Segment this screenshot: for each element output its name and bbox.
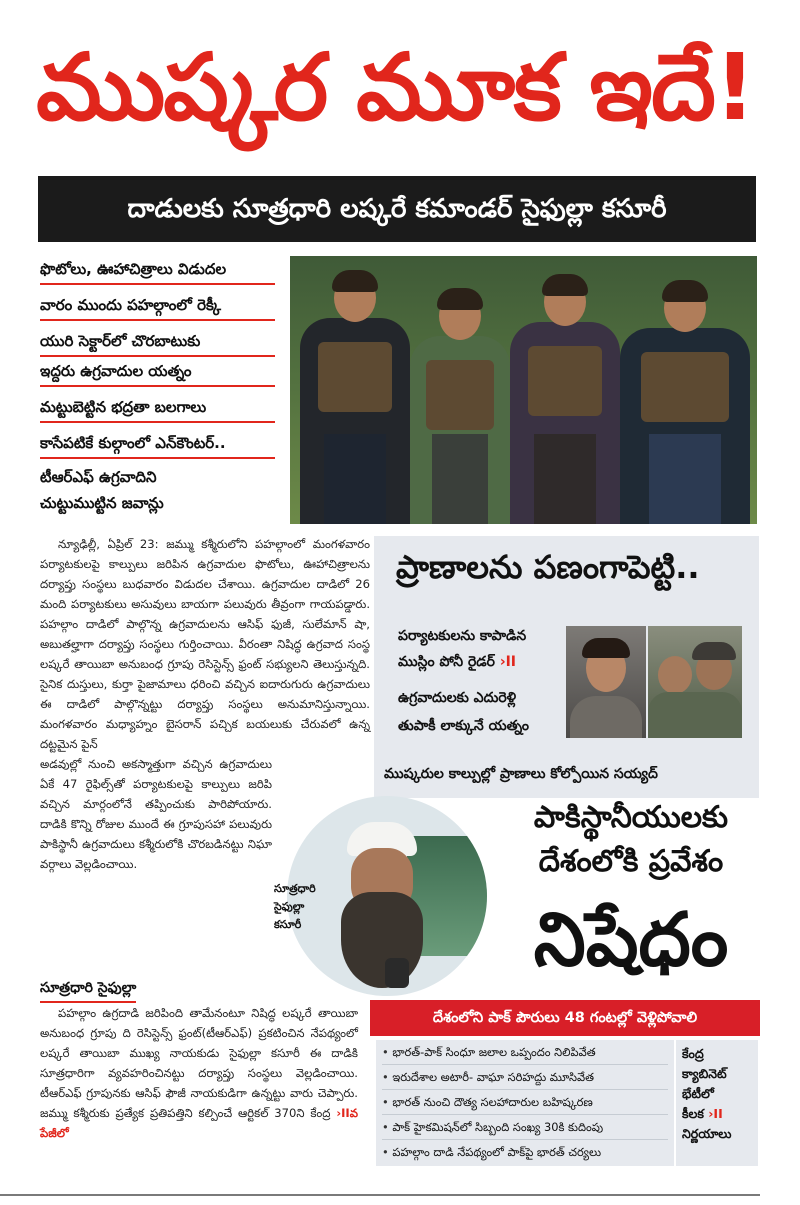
decision-item-5: • పహల్గాం దాడి నేపథ్యంలో పాక్‌పై భారత్ చర్యలు [382, 1140, 668, 1164]
syed-photo [566, 626, 646, 738]
cabinet-decisions-label [676, 1040, 758, 1166]
highlight-1: ఫొటోలు, ఊహాచిత్రాలు విడుదల [40, 260, 275, 285]
highlight-3: యురి సెక్టార్‌లో చొరబాటుకు [40, 332, 275, 357]
box-line-2: ముస్లిం పోనీ రైడర్ [398, 654, 495, 670]
cabinet-line-5: నిర్ణయాలు [682, 1126, 732, 1141]
story-part-2 [40, 1003, 358, 1143]
photo-figure-3 [510, 278, 620, 524]
decision-item-2: • ఇరుదేశాల అటారీ- వాఘా సరిహద్దు మూసివేత [382, 1065, 668, 1090]
cabinet-line-4: కీలక [682, 1106, 704, 1121]
portrait-caption [274, 880, 334, 934]
deadline-red-bar: దేశంలోని పాక్ పౌరులు 48 గంటల్లో వెళ్లిపోవాలి [370, 1000, 760, 1036]
page-bottom-rule [0, 1194, 760, 1196]
box-line-2-wrap [398, 654, 516, 673]
highlight-6: కాసేపటికే కుల్గాంలో ఎన్‌కౌంటర్.. [40, 434, 275, 459]
box-line-4: తుపాకీ లాక్కునే యత్నం [398, 718, 529, 734]
caption-line-1: సూత్రధారి [274, 882, 316, 895]
cabinet-line-3: భేటీలో [682, 1086, 714, 1101]
nation-line-1: పాకిస్థానీయులకు [533, 800, 729, 835]
highlight-7: టీఆర్‌ఎఫ్ ఉగ్రవాదిని [40, 468, 157, 486]
box-title: ప్రాణాలను పణంగాపెట్టి.. [396, 548, 700, 586]
mourners-photo [648, 626, 742, 738]
cabinet-arrow-link[interactable]: ›II [708, 1106, 723, 1121]
story-paragraph-2: పహల్గాం ఉగ్రదాడి జరిపింది తామేనంటూ నిషిద్ధ లష్కరే తాయిబా అనుబంధ గ్రూపు ది రెసిస్టెన్స్ ఫ్రంట్(టీఆర్‌ఎఫ్) ప్రకటించిన నేపథ్యంలో లష్కరే తాయిబా ముఖ్య నాయకుడు సైఫుల్లా కసూరీ ఈ దాడికి సూత్రధారిగా వ్యవహరించినట్టు దర్యాప్తు సంస్థలు వెల్లడించాయి. టీఆర్‌ఎఫ్ గ్రూపునకు ఆసిఫ్ ఫౌజీ నాయకుడిగా ఉన్నట్టు వారు చెప్పారు. జమ్ము కశ్మీరుకు ప్రత్యేక ప్రతిపత్తిని కల్పించే ఆర్టికల్ 370ని కేంద్ర [40, 1006, 358, 1120]
highlight-5: మట్టుబెట్టిన భద్రతా బలగాలు [40, 398, 275, 423]
highlight-2: వారం ముందు పహల్గాంలో రెక్కీ [40, 296, 275, 321]
ban-headline: నిషేధం [533, 897, 729, 983]
decision-item-4: • పాక్ హైకమిషన్‌లో సిబ్బంది సంఖ్య 30కి కుదింపు [382, 1115, 668, 1140]
caption-line-3: కసూరీ [274, 918, 302, 931]
cabinet-line-1: కేంద్ర [682, 1046, 704, 1061]
decisions-list [376, 1040, 674, 1166]
story-paragraph-1-narrow: అడవుల్లో నుంచి అకస్మాత్తుగా వచ్చిన ఉగ్రవాదులు ఏకే 47 రైఫిల్స్‌తో పర్యాటకులపై కాల్పులు జరిపి వచ్చిన మార్గంలోనే తప్పించుకు పారిపోయారు. దాడికి కొన్ని రోజుల ముందే ఈ గ్రూపుసహా పలువురు పాకిస్థానీ ఉగ్రవాదులు కశ్మీరులోకి చొరబడినట్టు నిఘా వర్గాలు వెల్లడించాయి. [40, 757, 272, 871]
main-headline: ముష్కర మూక ఇదే! [36, 34, 754, 141]
box-footer: ముష్కరుల కాల్పుల్లో ప్రాణాలు కోల్పోయిన సయ్యద్ [384, 766, 658, 782]
decision-item-1: • భారత్-పాక్ సింధూ జలాల ఒప్పందం నిలిపివేత [382, 1040, 668, 1065]
box-line-3: ఉగ్రవాదులకు ఎదురెళ్లి [398, 690, 517, 706]
continued-on-page-link[interactable]: ›IIవ పేజీలో [40, 1106, 358, 1140]
highlight-4: ఇద్దరు ఉగ్రవాదుల యత్నం [40, 362, 275, 387]
decision-item-3: • భారత్ నుంచి దౌత్య సలహాదారుల బహిష్కరణ [382, 1090, 668, 1115]
militants-group-photo [290, 256, 757, 524]
photo-figure-1 [300, 274, 410, 524]
subheadline-bar: దాడులకు సూత్రధారి లష్కరే కమాండర్ సైఫుల్లా కసూరీ [38, 176, 756, 242]
box-line-1: పర్యాటకులను కాపాడిన [398, 628, 527, 644]
photo-figure-2 [410, 292, 510, 524]
story-subhead: సూత్రధారి సైఫుల్లా [40, 980, 136, 1003]
story-paragraph-1: న్యూఢిల్లీ, ఏప్రిల్ 23: జమ్ము కశ్మీరులోని పహల్గాంలో మంగళవారం పర్యాటకులపై కాల్పులు జరిపిన ఉగ్రవాదుల ఫొటోలు, ఊహాచిత్రాలను దర్యాప్తు సంస్థలు బుధవారం విడుదల చేశాయి. ఉగ్రవాదుల దాడిలో 26 మంది పర్యాటకులు అసువులు బాయగా పలువురు తీవ్రంగా గాయపడ్డారు. పహల్గాం దాడిలో పాల్గొన్న ఉగ్రవాదులను ఆసిఫ్ ఫుజీ, సులేమాన్ షా, అబుతల్హాగా దర్యాప్తు సంస్థలు గుర్తించాయి. వీరంతా నిషిద్ధ ఉగ్రవాద సంస్థ లష్కరే తాయిబా అనుబంధ గ్రూపు రెసిస్టెన్స్ ఫ్రంట్ సభ్యులని తెలుస్తున్నది. సైనిక దుస్తులు, కుర్తా పైజామాలు ధరించి వచ్చిన ఐదారుగురు ఉగ్రవాదులు ఈ దాడిలో పాల్గొన్నట్టు దర్యాప్తు సంస్థలు అనుమానిస్తున్నాయి. మంగళవారం మధ్యాహ్నం బైసరాన్ పచ్చిక బయలుకు చేరువలో ఉన్న దట్టమైన పైన్ [40, 537, 370, 751]
caption-line-2: సైఫుల్లా [274, 900, 305, 913]
nation-line-2: దేశంలోకి ప్రవేశం [538, 844, 724, 879]
box-arrow-link[interactable]: ›II [499, 654, 517, 670]
cabinet-line-2: క్యాబినెట్ [682, 1066, 727, 1081]
highlight-8: చుట్టుముట్టిన జవాన్లు [40, 494, 164, 512]
photo-figure-4 [620, 284, 750, 524]
